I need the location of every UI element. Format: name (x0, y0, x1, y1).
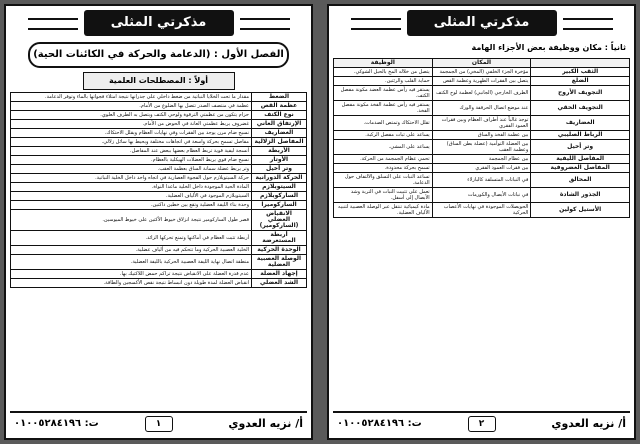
table-row (334, 101, 630, 116)
place-cell: الطرف الخارجي (الجانبي) لعظمة لوح الكتف (432, 86, 531, 101)
table-row (334, 68, 630, 77)
right-section-title: ثانياً : مكان ووظيفة بعض الأجزاء الهامة (471, 43, 626, 52)
table-row (334, 188, 630, 203)
terms-table (10, 92, 307, 288)
table-row (11, 192, 307, 201)
function-cell: حماية القلب والرئتين. (334, 77, 433, 86)
function-cell: يساعد على المشي. (334, 140, 433, 155)
function-cell: تعمل على تثبيت النبات في التربة وشد الأبصال إلى أسفل. (334, 188, 433, 203)
table-row (11, 255, 307, 270)
term-cell: الثقب الكبير (531, 68, 630, 77)
table-row (11, 174, 307, 183)
table-row (11, 102, 307, 111)
left-page-number: ١ (145, 416, 173, 432)
term-cell: الساركوميرا (252, 201, 307, 210)
definition-cell: وحدة بناء الليفة العضلية وتقع بين خطين داكنين. (11, 201, 252, 210)
definition-cell: أربطة تثبت العظام في أماكنها وتمنع تحركها الزائد. (11, 231, 252, 246)
term-cell: المفاصل الغضروفية (531, 164, 630, 173)
table-row (334, 77, 630, 86)
place-cell: مؤخرة الجزء الخلفي (المخي) من الجمجمة (432, 68, 531, 77)
right-page (327, 4, 636, 440)
table-row (11, 129, 307, 138)
term-cell: الأوتار (252, 156, 307, 165)
definition-cell: حزام يتكون من عظمتي الترقوة ولوحي الكتف ويتصل به الطرف العلوي. (11, 111, 252, 120)
term-cell: الوصلة العصبية العضلية (252, 255, 307, 270)
term-cell: أربطة المستعرضة (252, 231, 307, 246)
definition-cell: الخلية العصبية الحركية وما تتحكم فيه من ألياف عضلية. (11, 246, 252, 255)
term-cell: التجويف الحقي (531, 101, 630, 116)
definition-cell: أنسجة ليفية قوية تربط العظام بعضها ببعض عند المفاصل. (11, 147, 252, 156)
place-cell: في النباتات المتسلقة كالبازلاء (432, 173, 531, 188)
definition-cell: منطقة اتصال نهاية الليفة العصبية الحركية بالليفة العضلية. (11, 255, 252, 270)
term-cell: السيتوبلازم (252, 183, 307, 192)
left-author: أ/ نزيه العدوي (228, 417, 303, 430)
function-cell: تسمح بحركة محدودة. (334, 164, 433, 173)
chapter-title: الفصل الأول : (الدعامة والحركة في الكائنات الحية) (28, 42, 289, 68)
col-function: الوظيفة (334, 59, 433, 68)
table-row (11, 246, 307, 255)
term-cell: عظمة القص (252, 102, 307, 111)
left-footer (10, 411, 307, 435)
table-row (334, 131, 630, 140)
table-row (11, 279, 307, 288)
table-row (11, 111, 307, 120)
left-page (4, 4, 313, 440)
function-cell: تساعد النبات على التسلق والالتفاف حول الدعامة. (334, 173, 433, 188)
right-banner: مذكرتي المثلى (407, 10, 557, 36)
term-cell: التجويف الأروح (531, 86, 630, 101)
table-row (11, 210, 307, 231)
function-cell: تحمي عظام الجمجمة من الحركة. (334, 155, 433, 164)
table-row (11, 270, 307, 279)
definition-cell: مقدار ما تحت الخلايا النباتية من ضغط داخلي على جدرانها نتيجة امتلاء فجواتها بالماء وتوفر الدعامة. (11, 93, 252, 102)
place-cell: الحويصلات الموجودة في نهايات الأعصاب الحركية (432, 203, 531, 218)
definition-cell: قصر طول الساركومير نتيجة انزلاق خيوط الأكتين على خيوط الميوسين. (11, 210, 252, 231)
function-cell: يستقر فيه رأس عظمة العضد مكونة مفصل الكتف. (334, 86, 433, 101)
table-row (11, 138, 307, 147)
right-footer (333, 411, 630, 435)
place-cell: بين عظام الجمجمة (432, 155, 531, 164)
place-cell: يتصل بين الفقرات الظهرية وعظمة القص (432, 77, 531, 86)
place-cell: بين عظمة الفخذ والساق (432, 131, 531, 140)
definition-cell: نسيج ضام مرن يوجد بين الفقرات وفي نهايات العظام ويقلل الاحتكاك. (11, 129, 252, 138)
place-cell: بين العضلة التوأمية (عضلة بطن الساق) وعظمة العقب (432, 140, 531, 155)
term-cell: المفاصل الزلالية (252, 138, 307, 147)
term-cell: الجذور الشادة (531, 188, 630, 203)
right-page-number: ٢ (468, 416, 496, 432)
term-cell: الشد العضلي (252, 279, 307, 288)
table-row (11, 120, 307, 129)
term-cell: وتر أخيل (252, 165, 307, 174)
term-cell: الغضاريف (252, 129, 307, 138)
table-row (11, 93, 307, 102)
definition-cell: وتر يربط عضلة سمانة الساق بعظمة العقب. (11, 165, 252, 174)
right-phone: ت: ٠١٠٠٥٢٨٤١٩٦ (337, 418, 422, 429)
function-cell: تقلل الاحتكاك وتمتص الصدمات. (334, 116, 433, 131)
table-row (334, 164, 630, 173)
table-row (11, 201, 307, 210)
definition-cell: السيتوبلازم الموجود في الألياف العضلية. (11, 192, 252, 201)
left-phone: ت: ٠١٠٠٥٢٨٤١٩٦ (14, 418, 99, 429)
table-row (334, 140, 630, 155)
left-section-title: أولاً : المصطلحات العلمية (83, 72, 235, 90)
table-row (334, 203, 630, 218)
table-row (334, 155, 630, 164)
right-author: أ/ نزيه العدوي (551, 417, 626, 430)
term-cell: نوع الكتف (252, 111, 307, 120)
term-cell: الأستيل كولين (531, 203, 630, 218)
function-cell: يساعد على ثبات مفصل الركبة. (334, 131, 433, 140)
left-banner: مذكرتي المثلى (84, 10, 234, 36)
definition-cell: عدم قدرة العضلة على الانقباض نتيجة تراكم حمض اللاكتيك بها. (11, 270, 252, 279)
term-cell: إجهاد العضلة (252, 270, 307, 279)
term-cell: الوحدة الحركية (252, 246, 307, 255)
term-cell: الغضاريف (531, 116, 630, 131)
table-row (11, 147, 307, 156)
term-cell: الحركة الدورانية (252, 174, 307, 183)
term-cell: الضلع (531, 77, 630, 86)
term-cell: المفاصل الليفية (531, 155, 630, 164)
table-row (334, 173, 630, 188)
place-cell: عند موضع اتصال الحرقفة والورك (432, 101, 531, 116)
term-cell: الرباط الصليبي (531, 131, 630, 140)
function-cell: يتصل من خلاله المخ بالحبل الشوكي. (334, 68, 433, 77)
definition-cell: نسيج ضام قوي يربط العضلات الهيكلية بالعظام. (11, 156, 252, 165)
term-cell: الساركوبلازم (252, 192, 307, 201)
table-row (11, 231, 307, 246)
term-cell: الانقباض العضلي (الساركومير) (252, 210, 307, 231)
definition-cell: عظمة في منتصف الصدر تتصل بها الضلوع من الأمام. (11, 102, 252, 111)
definition-cell: حركة السيتوبلازم حول الفجوة العصارية في اتجاه واحد داخل الخلية النباتية. (11, 174, 252, 183)
table-row (334, 86, 630, 101)
definition-cell: مفاصل تسمح بحركة واسعة في اتجاهات مختلفة ويحيط بها سائل زلالي. (11, 138, 252, 147)
function-cell: يستقر فيه رأس عظمة الفخذ مكونة مفصل الفخذ. (334, 101, 433, 116)
definition-cell: غضروف يربط عظمتي العانة في الحوض من الأمام. (11, 120, 252, 129)
term-cell: المحالق (531, 173, 630, 188)
definition-cell: المادة الحية الموجودة داخل الخلية ماعدا النواة. (11, 183, 252, 192)
places-table (333, 58, 630, 218)
col-term (531, 59, 630, 68)
place-cell: توجد غالباً عند أطراف العظام وبين فقرات العمود الفقري (432, 116, 531, 131)
term-cell: الإرتفاق العاني (252, 120, 307, 129)
table-row (334, 116, 630, 131)
table-row (11, 156, 307, 165)
table-row (11, 183, 307, 192)
term-cell: الضغط (252, 93, 307, 102)
definition-cell: انقباض العضلة لمدة طويلة دون انبساط نتيجة نقص الأكسجين والطاقة. (11, 279, 252, 288)
col-place: المكان (432, 59, 531, 68)
term-cell: وتر أخيل (531, 140, 630, 155)
place-cell: بين فقرات العمود الفقري (432, 164, 531, 173)
table-row (11, 165, 307, 174)
term-cell: الأربطة (252, 147, 307, 156)
place-cell: في نباتات الأبصال والكورمات (432, 188, 531, 203)
function-cell: مادة كيميائية تنتقل عبر الوصلة العصبية لتنبيه الألياف العضلية. (334, 203, 433, 218)
